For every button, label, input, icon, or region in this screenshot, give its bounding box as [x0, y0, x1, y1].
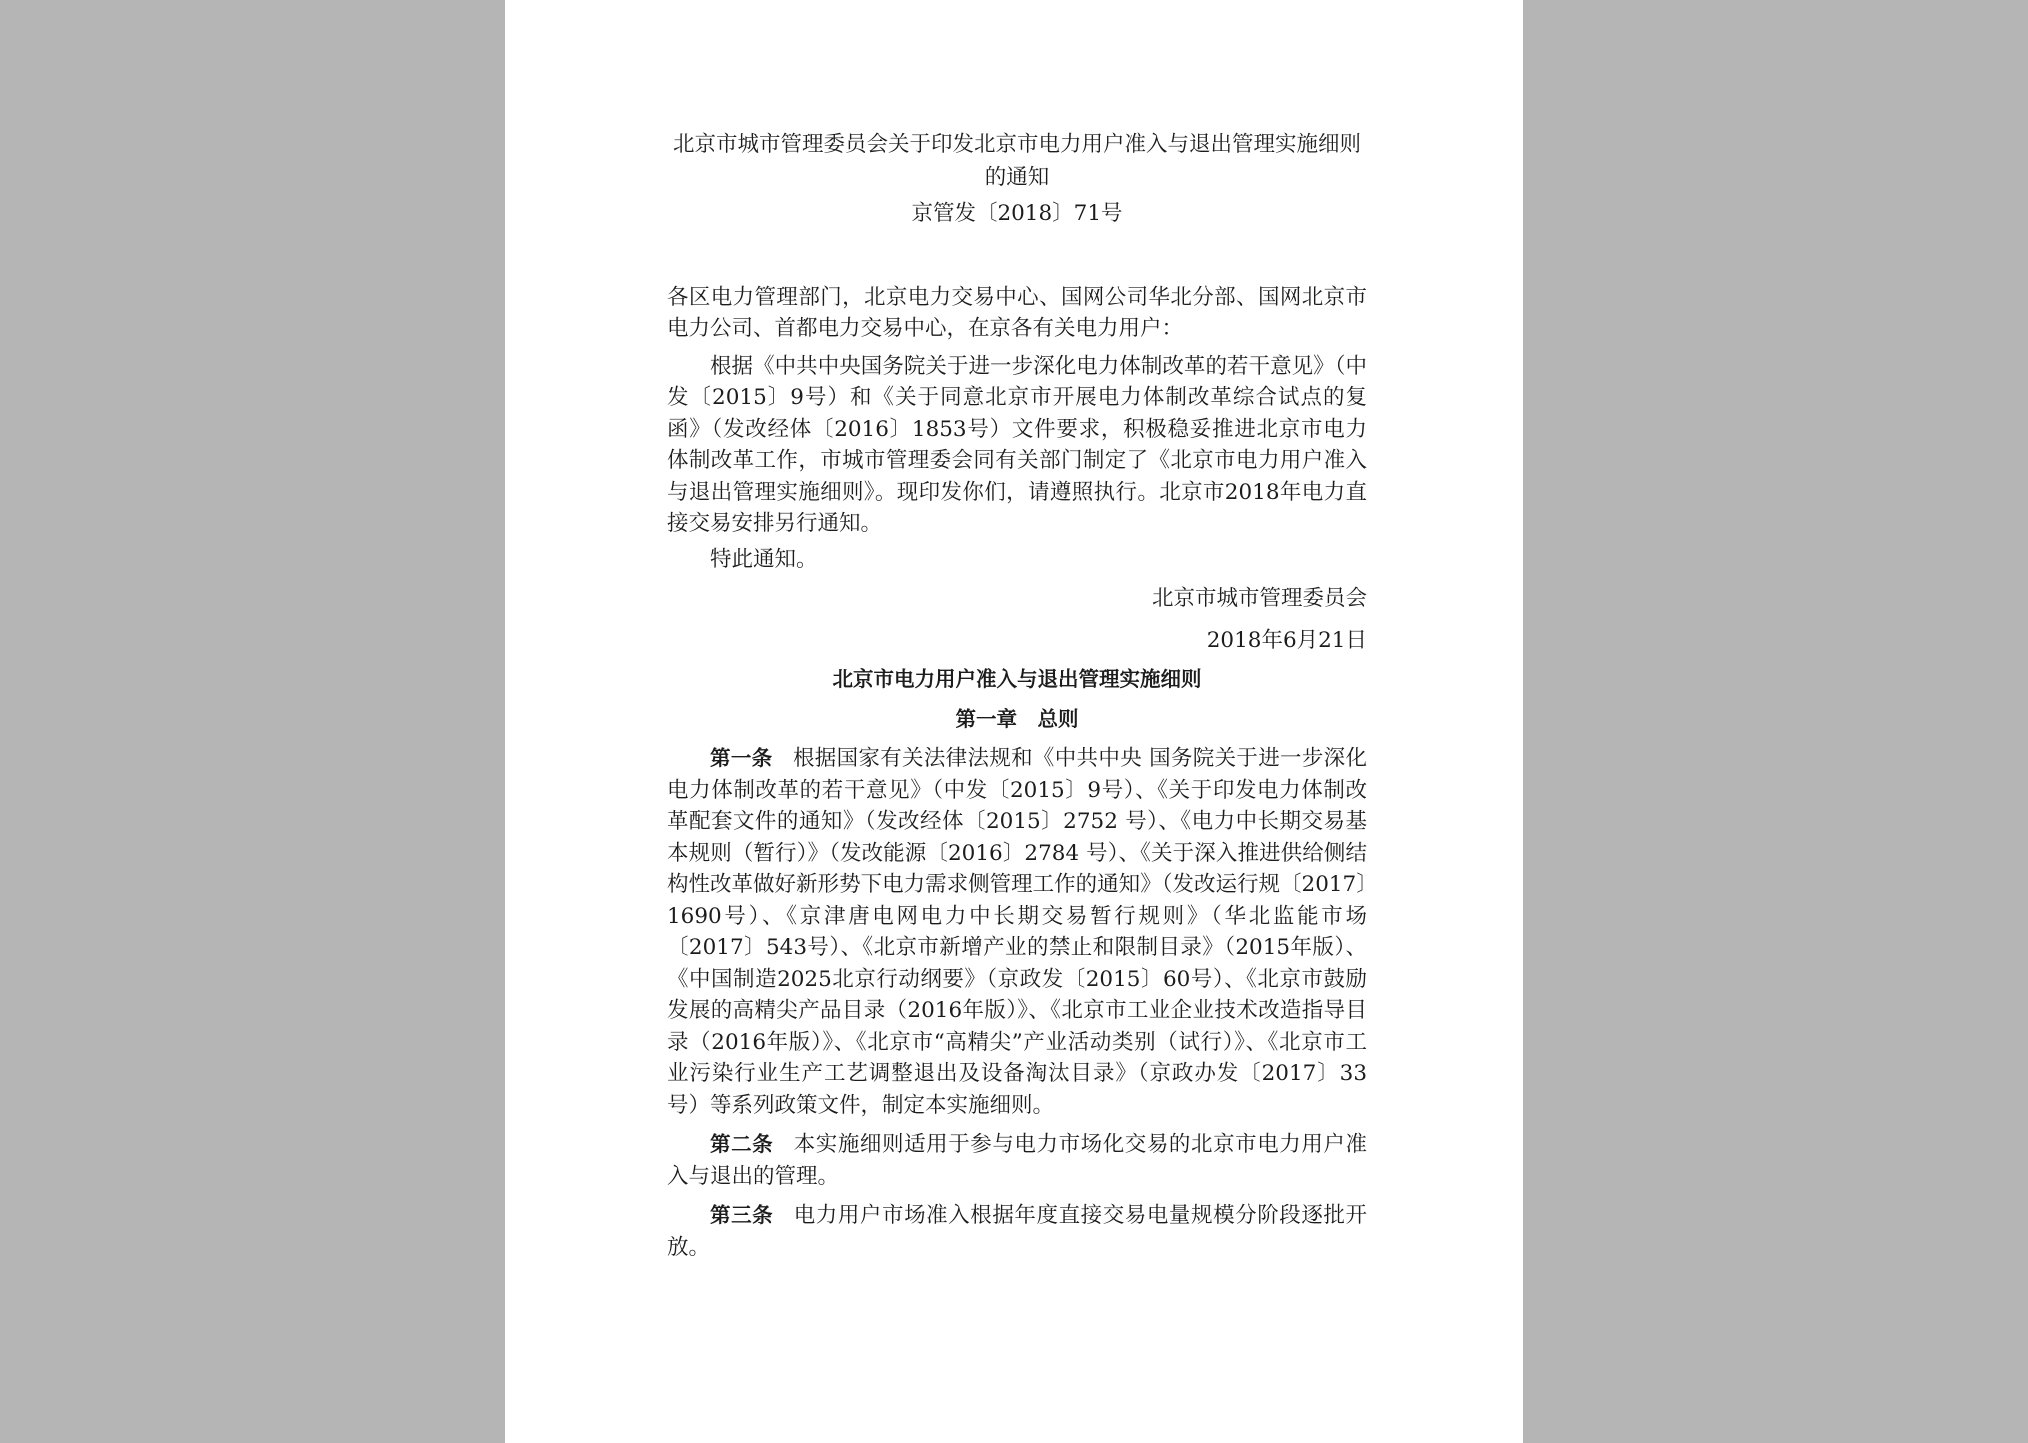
document-page [505, 0, 1523, 1443]
rules-title: 北京市电力用户准入与退出管理实施细则 [832, 667, 1202, 691]
addressee: 各区电力管理部门，北京电力交易中心、国网公司华北分部、国网北京市电力公司、首都电力交易中心，在京各有关电力用户： [667, 284, 1367, 341]
issue-date: 2018年6月21日 [1206, 627, 1367, 653]
body-paragraph: 根据《中共中央国务院关于进一步深化电力体制改革的若干意见》（中发〔2015〕9号）和《关于同意北京市开展电力体制改革综合试点的复函》（发改经体〔2016〕1853号）文件要求，积极稳妥推进北京市电力体制改革工作，市城市管理委会同有关部门制定了《北京市电力用户准入与退出管理实施细则》。现印发你们，请遵照执行。北京市2018年电力直接交易安排另行通知。 [667, 353, 1367, 536]
article-text: 电力用户市场准入根据年度直接交易电量规模分阶段逐批开放。 [667, 1203, 1367, 1260]
article-3 [667, 1200, 1367, 1263]
closing-paragraph: 特此通知。 [710, 546, 818, 572]
chapter-title: 第一章 总则 [955, 706, 1079, 731]
article-1 [667, 743, 1367, 1121]
article-text: 根据国家有关法律法规和《中共中央 国务院关于进一步深化电力体制改革的若干意见》（中发〔2015〕9号）、《关于印发电力体制改革配套文件的通知》（发改经体〔2015〕2752 号）、《电力中长期交易基本规则（暂行）》（发改能源〔2016〕2784 号）、《关于深入推进供给侧结构性改革做好新形势下电力需求侧管理工作的通知》（发改运行规〔2017〕1690号）、《京津唐电网电力中长期交易暂行规则》（华北监能市场〔2017〕543号）、《北京市新增产业的禁止和限制目录》（2015年版）、《中国制造2025北京行动纲要》（京政发〔2015〕60号）、《北京市鼓励发展的高精尖产品目录（2016年版）》、《北京市工业企业技术改造指导目录（2016年版）》、《北京市“高精尖”产业活动类别（试行）》、《北京市工业污染行业生产工艺调整退出及设备淘汰目录》（京政办发〔2017〕33号）等系列政策文件，制定本实施细则。 [667, 746, 1367, 1118]
article-label: 第一条 [710, 746, 773, 770]
issuer-signature: 北京市城市管理委员会 [1151, 586, 1367, 611]
document-number: 京管发〔2018〕71号 [911, 201, 1123, 226]
document-content [667, 128, 1367, 1263]
article-text: 本实施细则适用于参与电力市场化交易的北京市电力用户准入与退出的管理。 [667, 1132, 1367, 1189]
notice-title: 北京市城市管理委员会关于印发北京市电力用户准入与退出管理实施细则的通知 [672, 132, 1361, 190]
article-label: 第二条 [710, 1132, 774, 1156]
article-label: 第三条 [710, 1203, 774, 1227]
article-2 [667, 1129, 1367, 1192]
